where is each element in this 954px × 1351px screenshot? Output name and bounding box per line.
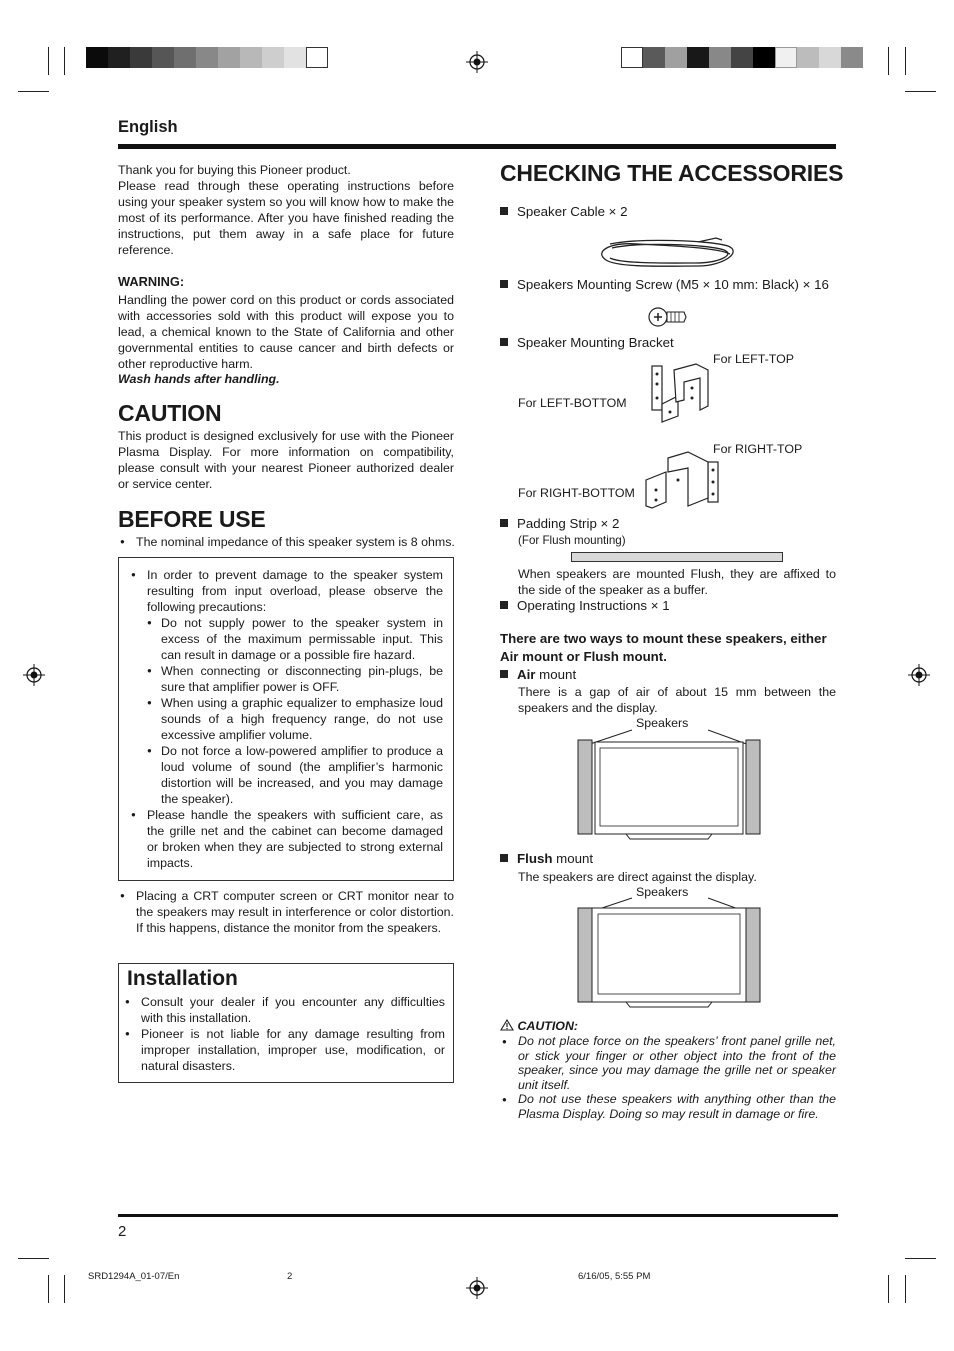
speaker-cable-icon [598,236,740,272]
square-bullet-icon [500,280,508,288]
precautions-sublist [147,615,443,807]
padding-strip-icon [571,552,783,562]
list-item: ● Do not place force on the speakers’ front panel grille net, or stick your finger or other object into the front of the speaker, since you may damage the grille net or speaker unit itself. [500,1034,836,1092]
mount-heading: There are two ways to mount these speakers, either Air mount or Flush mount. [500,631,827,664]
speakers-label: Speakers [636,716,689,730]
registration-mark-icon [466,1277,488,1299]
speakers-label: Speakers [636,885,689,899]
air-mount-label: Air mount [500,666,576,684]
list-item: ● When using a graphic equalizer to emphasize loud sounds of a high frequency range, do not use excessive amplifier volume. [147,695,443,743]
list-item: ● Placing a CRT computer screen or CRT monitor near to the speakers may result in interference or color distortion. If this happens, distance the monitor from the speakers. [118,888,454,936]
padding-description: When speakers are mounted Flush, they are affixed to the side of the speaker as a buffer. [518,567,836,597]
language-label: English [118,118,178,136]
square-bullet-icon [500,601,508,609]
flush-mount-diagram [576,894,762,1010]
bracket-right-top-label: For RIGHT-TOP [713,442,803,456]
crt-list [118,888,454,936]
accessory-bracket: Speaker Mounting Bracket [500,334,674,352]
precautions-box [118,557,454,881]
caution-note-title: CAUTION: [500,1019,578,1033]
warning-emphasis: Wash hands after handling. [118,372,280,386]
square-bullet-icon [500,338,508,346]
padding-note: (For Flush mounting) [518,534,626,547]
list-item: ● Pioneer is not liable for any damage resulting from improper installation, improper use, modification, or natural disasters. [123,1026,445,1074]
bracket-right-icon [644,450,722,512]
warning-text: Handling the power cord on this product or cords associated with accessories sold with this product will expose you to lead, a chemical known to the State of California and other governmental entities to cause cancer and birth defects or other reproductive harm. [118,293,454,371]
registration-mark-icon [466,51,488,73]
square-bullet-icon [500,670,508,678]
accessories-heading: CHECKING THE ACCESSORIES [500,160,844,186]
page-number: 2 [118,1223,127,1240]
installation-box [118,963,454,1083]
caution-note-list [500,1034,836,1121]
list-item: ● Consult your dealer if you encounter any difficulties with this installation. [123,994,445,1026]
accessory-padding: Padding Strip × 2 [500,515,619,533]
accessory-cable: Speaker Cable × 2 [500,203,628,221]
warning-title: WARNING: [118,274,185,289]
header-rule [118,144,836,149]
square-bullet-icon [500,207,508,215]
air-mount-description: There is a gap of air of about 15 mm between the speakers and the display. [518,685,836,715]
footer-code: SRD1294A_01-07/En [88,1271,180,1282]
bracket-left-icon [648,360,712,424]
accessory-instructions: Operating Instructions × 1 [500,597,670,615]
installation-heading: Installation [127,967,238,990]
list-item: ● The nominal impedance of this speaker system is 8 ohms. [118,534,456,550]
footer-date: 6/16/05, 5:55 PM [578,1271,651,1282]
color-calibration-bar-left [86,47,328,68]
before-use-heading: BEFORE USE [118,506,266,532]
color-calibration-bar-right [621,47,863,68]
air-mount-diagram [576,724,762,840]
bracket-left-top-label: For LEFT-TOP [713,352,795,366]
flush-mount-description: The speakers are direct against the display. [518,870,757,884]
registration-mark-icon [23,664,45,686]
list-item: ● Please handle the speakers with sufficient care, as the grille net and the cabinet can become damaged or broken when they are subjected to strong external impacts. [129,807,443,871]
bracket-left-bottom-label: For LEFT-BOTTOM [518,396,627,410]
mounting-screw-icon [648,304,688,330]
warning-triangle-icon [500,1019,514,1031]
list-item: ● Do not supply power to the speaker system in excess of the maximum permissable input. This can result in damage or a possible fire hazard. [147,615,443,663]
list-item: ● When connecting or disconnecting pin-plugs, be sure that amplifier power is OFF. [147,663,443,695]
footer-rule [118,1214,838,1217]
list-item: ● Do not use these speakers with anything other than the Plasma Display. Doing so may result in damage or fire. [500,1092,836,1121]
impedance-list [118,534,456,550]
square-bullet-icon [500,519,508,527]
footer-page: 2 [287,1271,293,1282]
list-item: ● Do not force a low-powered amplifier to produce a loud volume of sound (the amplifier’s harmonic distortion will be increased, and you may damage the speaker). [147,743,443,807]
flush-mount-label: Flush mount [500,850,593,868]
square-bullet-icon [500,854,508,862]
registration-mark-icon [908,664,930,686]
caution-heading: CAUTION [118,400,222,426]
list-item: ● In order to prevent damage to the speaker system resulting from input overload, please observe the following precautions: ● Do not supply power to the speaker system in excess of the maximum permissable input. This can result in damage or a possible fire hazard. ● When connecting or disconnecting pin-plugs, be sure that amplifier power is OFF. ● When using a graphic equalizer to emphasize loud sounds of a high frequency range, do not use excessive amplifier volume. ● Do not force a low-powered amplifier to produce a loud volume of sound (the amplifier’s harmonic distortion will be increased, and you may damage the speaker). [129,567,443,807]
bracket-right-bottom-label: For RIGHT-BOTTOM [518,486,635,500]
intro-paragraph: Thank you for buying this Pioneer product. Please read through these operating instructions before using your speaker system so you will know how to make the most of its performance. After you have finished reading the instructions, put them away in a safe place for future reference. [118,163,454,257]
caution-text: This product is designed exclusively for use with the Pioneer Plasma Display. For more information on compatibility, please consult with your nearest Pioneer authorized dealer or service center. [118,429,454,491]
accessory-screw: Speakers Mounting Screw (M5 × 10 mm: Black) × 16 [500,276,829,294]
